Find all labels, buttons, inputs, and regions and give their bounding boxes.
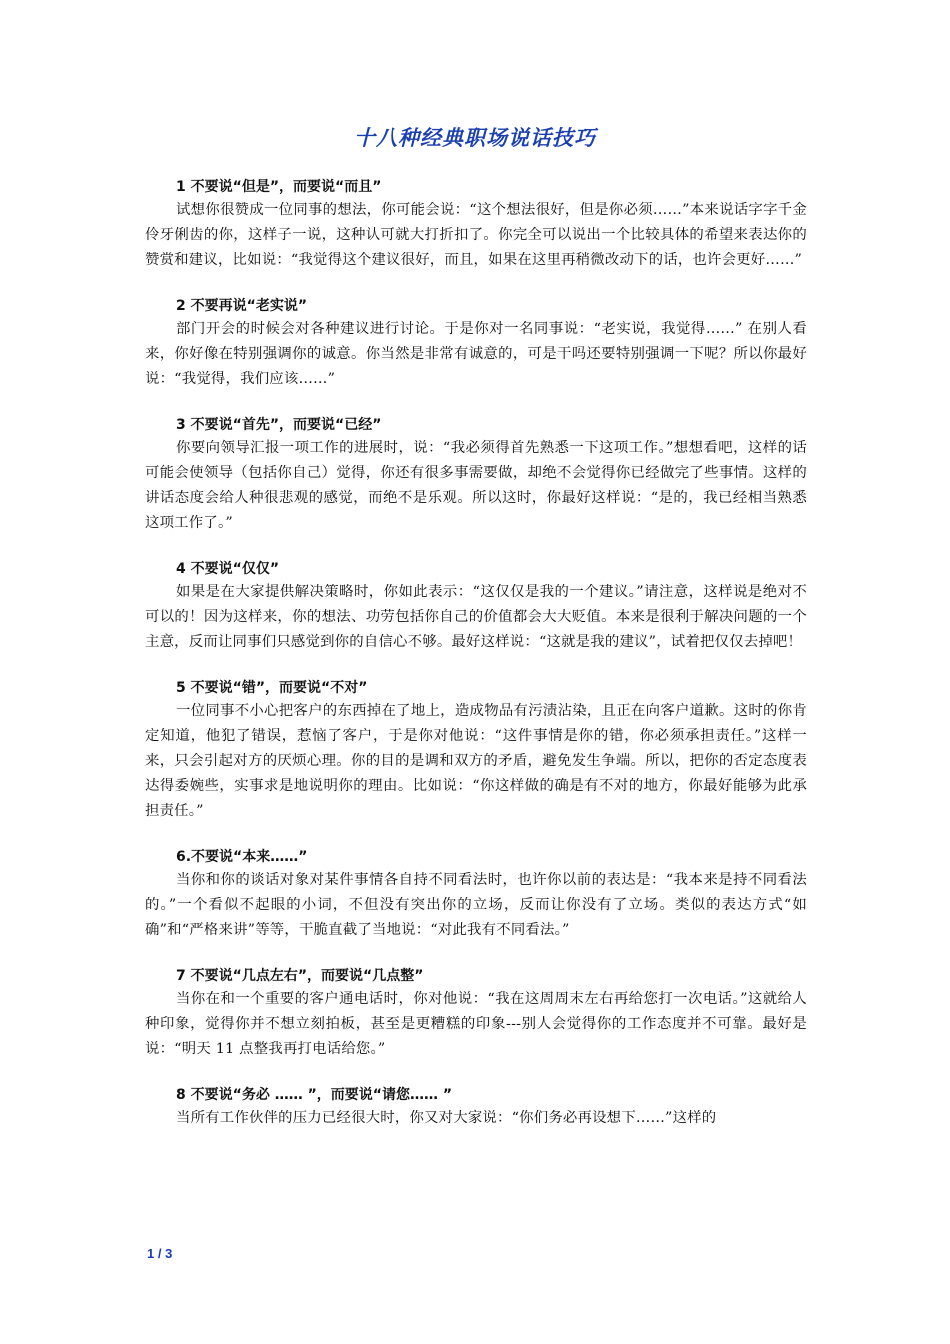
document-title: 十八种经典职场说话技巧 xyxy=(354,125,596,150)
document-body xyxy=(145,176,807,1153)
section-heading: 8 不要说“务必 …… ”，而要说“请您…… ” xyxy=(176,1087,453,1103)
section-heading: 2 不要再说“老实说” xyxy=(176,298,308,314)
section-paragraph: 如果是在大家提供解决策略时，你如此表示：“这仅仅是我的一个建议。”请注意，这样说是绝对不可以的！因为这样来，你的想法、功劳包括你自己的价值都会大大贬值。本来是很利于解决问题的一个主意，反而让同事们只感觉到你的自信心不够。最好这样说：“这就是我的建议”，试着把仅仅去掉吧！ xyxy=(145,584,807,650)
section-paragraph: 当你在和一个重要的客户通电话时，你对他说：“我在这周周末左右再给您打一次电话。”这就给人种印象，觉得你并不想立刻拍板，甚至是更糟糕的印象---别人会觉得你的工作态度并不可靠。最好是说：“明天 11 点整我再打电话给您。” xyxy=(145,991,807,1057)
section-paragraph: 你要向领导汇报一项工作的进展时，说：“我必须得首先熟悉一下这项工作。”想想看吧，这样的话可能会使领导（包括你自己）觉得，你还有很多事需要做，却绝不会觉得你已经做完了些事情。这样的讲话态度会给人种很悲观的感觉，而绝不是乐观。所以这时，你最好这样说：“是的，我已经相当熟悉这项工作了。” xyxy=(145,440,807,531)
section-2 xyxy=(145,295,807,392)
section-paragraph: 当你和你的谈话对象对某件事情各自持不同看法时，也许你以前的表达是：“我本来是持不同看法的。”一个看似不起眼的小词，不但没有突出你的立场，反而让你没有了立场。类似的表达方式“如确”和“严格来讲”等等，干脆直截了当地说：“对此我有不同看法。” xyxy=(145,872,807,938)
section-paragraph: 部门开会的时候会对各种建议进行讨论。于是你对一名同事说：“老实说，我觉得……” 在别人看来，你好像在特别强调你的诚意。你当然是非常有诚意的，可是干吗还要特别强调一下呢？所以你最好说：“我觉得，我们应该……” xyxy=(145,321,807,387)
section-paragraph: 一位同事不小心把客户的东西掉在了地上，造成物品有污渍沾染，且正在向客户道歉。这时的你肯定知道，他犯了错误，惹恼了客户，于是你对他说：“这件事情是你的错，你必须承担责任。”这样一来，只会引起对方的厌烦心理。你的目的是调和双方的矛盾，避免发生争端。所以，把你的否定态度表达得委婉些，实事求是地说明你的理由。比如说：“你这样做的确是有不对的地方，你最好能够为此承担责任。” xyxy=(145,703,807,819)
section-heading: 5 不要说“错”，而要说“不对” xyxy=(176,680,368,696)
section-heading: 3 不要说“首先”，而要说“已经” xyxy=(176,417,382,433)
page-number: 1 / 3 xyxy=(147,1246,173,1261)
section-5 xyxy=(145,677,807,824)
section-7 xyxy=(145,965,807,1062)
section-1 xyxy=(145,176,807,273)
section-6 xyxy=(145,846,807,943)
section-heading: 4 不要说“仅仅” xyxy=(176,561,280,577)
section-heading: 1 不要说“但是”，而要说“而且” xyxy=(176,179,382,195)
section-heading: 7 不要说“几点左右”，而要说“几点整” xyxy=(176,968,424,984)
section-paragraph: 试想你很赞成一位同事的想法，你可能会说：“这个想法很好，但是你必须……”本来说话字字千金伶牙俐齿的你，这样子一说，这种认可就大打折扣了。你完全可以说出一个比较具体的希望来表达你的赞赏和建议，比如说：“我觉得这个建议很好，而且，如果在这里再稍微改动下的话，也许会更好……” xyxy=(145,202,807,268)
section-heading: 6.不要说“本来……” xyxy=(176,849,308,865)
section-3 xyxy=(145,414,807,536)
section-8 xyxy=(145,1084,807,1131)
section-4 xyxy=(145,558,807,655)
section-paragraph: 当所有工作伙伴的压力已经很大时，你又对大家说：“你们务必再设想下……”这样的 xyxy=(176,1110,717,1126)
